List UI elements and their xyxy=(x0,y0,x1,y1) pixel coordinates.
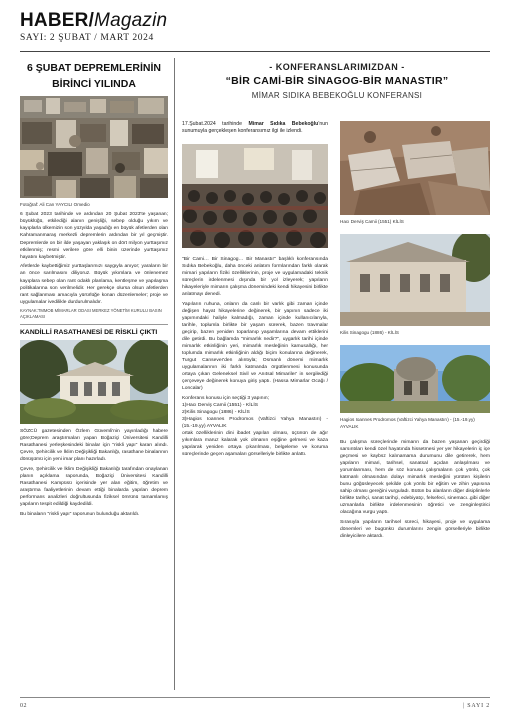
conference-intro xyxy=(182,121,328,136)
conference-paragraph: "Bir Cami… Bir Sinagog… Bir Manastır" başlıklı konferansında Sıdıka Bebekoğlu, daha önceki anlatım formlarından farklı olarak mimari yapıların fiziki özelliklerinin, proje ve uygulamadaki teknik süreçlerin irdelenmesi dışında bir yol izleyerek; yapıların hikayeleriyle mimarın çalışma dönemindeki kendi hikayesini birlikte anlatmayı denedi. xyxy=(182,256,328,298)
conference-kicker: - KONFERANSLARIMIZDAN - xyxy=(269,62,405,72)
conference-right-body xyxy=(340,439,490,540)
masthead xyxy=(20,10,220,43)
page-number: 02 xyxy=(20,703,27,709)
conference-paragraph: ortak özelliklerinin dini ibadet yapıları olması, üçünün de ağır yıkımlara maruz kalarak yok olmanın eşiğine gelmesi ve kaza yapılarak yeniden ortaya çıkarılması, belgeleme ve koruma süreçlerinde geçen aşamaları görselleriyle birlikte anlattı. xyxy=(182,430,328,458)
brand-name: HABER xyxy=(20,10,89,31)
conference-paragraph: Yapıların ruhuna, onların da canlı bir varlık gibi zaman içinde değişen hayat hikayelerine değinerek, bir yapının sadece iki yapımındaki haliyle kalmadığı, zaman içinde kullanıcılarıyla, tarihle, toplumla birlikte bir yaşam sürerek, bazen travmalar geçirip, bazen yeniden toparlanıp yaşamlarına devam ettiklerini dile getirdi. Bu bağlamda "mimarlık nedir?", uygarlık tarihi içinde mimarlık etkinliğinin yeri, mimarlık mesleğinin kamusallığı, her toplumda mimarlık etkinliğinin aldığı biçim konularına değinerek, Turgut Cansever'den alıntıyla; Osmanlı dönemi mimarlık uygulamalarının iki farklı katmanda örgütlenmesi konusunda ortaya çıkan Geleneksel Sivil ve Anıtsal Mimariler' in sergilediği çerçeveye değinerek konuya giriş yaptı. (Hassa Mimarlar Ocağı / Loncalar) xyxy=(182,301,328,392)
building-item: 2)Kilis Sinagogu (1886) - KİLİS xyxy=(182,409,250,415)
conference-paragraph: Sırasıyla yapıların tarihsel süreci, hikayesi, proje ve uygulama dönemleri ve bugünkü durumlarını zengin görselleriyle birlikte dinleyicilere aktardı. xyxy=(340,519,490,539)
haci-dervis-photo xyxy=(340,121,490,215)
kandilli-title: KANDİLLİ RASATHANESİ DE RİSKLİ ÇIKTI xyxy=(20,324,168,337)
buildings-intro: Konferans konusu için seçtiği 3 yapının; xyxy=(182,395,270,401)
conference-date: 17.Şubat.2024 xyxy=(182,121,216,127)
haci-dervis-caption: Hacı Derviş Camii (1551) KİLİS xyxy=(340,219,404,224)
intro-rest: 'nun sunumuyla gerçekleşen konferansımız ilgi ile izlendi. xyxy=(182,121,328,135)
observatory-image xyxy=(20,340,168,424)
building-item: 3)Hagios Ioannes Prodromos (Vaftizci Yahya Manastırı) - (15.-19.yy) AYVALIK xyxy=(182,416,328,429)
earthquake-aerial-photo xyxy=(20,96,168,198)
synagogue-image xyxy=(340,234,490,326)
kilis-synagogue-caption: Kilis Sinagogu (1886) - KİLİS xyxy=(340,330,399,336)
conference-header xyxy=(182,62,492,100)
kandilli-paragraph: Bu binaların "riskli yapı" raporunun bulunduğu aktarıldı. xyxy=(20,511,140,517)
ruins-stone-image xyxy=(340,121,490,215)
magazine-title xyxy=(20,10,220,32)
earthquake-body xyxy=(20,211,168,306)
kilis-synagogue-photo xyxy=(340,234,490,326)
conference-hall-photo xyxy=(182,144,328,248)
kandilli-body xyxy=(20,428,168,518)
issue-marker: | SAYI 2 xyxy=(462,703,490,709)
magazine-word: Magazin xyxy=(94,10,168,31)
conference-paragraph: Bu çalışma süreçlerinde mimarın da bazen yaşanan geçirdiği sarsıntıları kendi özel hayatında hissetmesi yer yer hikayelerin iç içe geçmesi ve kaybsz kalınamama durumunu dile getirerek, hem yapıların mimari, tarihsel, sanatsal açıdan anlaşılması ve yorumlanması, hem de söz konusu çalışmaların çok yönlü, çok katmanlı olmasından dolayı mimarlık mesleğini yürüten kişilerin bunu göğüsleyecek şekilde çok yönlü bir eğitim ve zihin yapısına sahip olması gereğini vurguladı. Bütün bu alanların diğer disiplinlerle birlikte tarihçi, sanat tarihçi, edebiyatçı, felsefeci, sinemacı..gibi diğer uzmanlarla birlikte irdelenmesinin öğretici ve zenginleştirici olacağına vurgu yaptı. xyxy=(340,439,490,516)
earthquake-paragraph: Afetlerde kaybettiğimiz yurttaşlarımızı saygıyla anıyor; yaraların bir an önce sarılmasını diliyoruz. Büyük yıkımlara ve önlenemez kayıplara sebep olan rant odaklı planlama, kentleşme ve yapılaşma politikalarına son verilmelidir. Her gerekçe olursa olsun afetlerden rant sağlanması amacıyla yürürlüğe konan düzenlemeler; proje ve uygulamalar ivedilikle durdurulmalıdır. xyxy=(20,264,168,305)
monastery-caption: Hagios Ioannes Prodromos (Vaftizci Yahya Manastırı) - (15.-19.yy) AYVALIK xyxy=(340,417,475,429)
earthquake-title-line2: BİRİNCİ YILINDA xyxy=(52,78,136,90)
kandilli-photo xyxy=(20,340,168,424)
conference-title: “BİR CAMİ-BİR SİNAGOG-BİR MANASTIR” xyxy=(225,75,449,87)
conference-body xyxy=(182,256,328,458)
earthquake-title-line1: 6 ŞUBAT DEPREMLERİNİN xyxy=(27,62,161,74)
earthquake-paragraph: 6 Şubat 2023 tarihinde ve ardından 20 Şubat 2023'te yaşanan; büyüklüğü, etkilediği alanın genişliği, sebep olduğu yıkım ve kayıplarla ülkemizin son yüzyılda yaşadığı en büyük afetlerden olan Kahramanmaraş merkezli depremlerin ardından bir yıl geçmiştir. Depremlerde on bir ilde yaşayan yaklaşık on dört milyon yurttaşımız etkilenmiş; resmi verilere göre elli binin üzerinde yurttaşımız hayatını kaybetmiştir. xyxy=(20,212,168,260)
earthquake-source-note: KAYNAK:TMMOB MİMARLAR ODASI MERKEZ YÖNETİM KURULU BASIN AÇIKLAMASI xyxy=(20,308,162,320)
earthquake-title xyxy=(20,60,168,92)
building-item: 1)Hacı Derviş Camii (1551) - KİLİS xyxy=(182,402,259,408)
speaker-name: Mimar Sıdıka Bebekoğlu xyxy=(248,121,319,127)
monastery-photo xyxy=(340,345,490,413)
audience-image xyxy=(182,144,328,248)
aerial-city-image xyxy=(20,96,168,198)
conference-right-column xyxy=(340,121,490,542)
monastery-image xyxy=(340,345,490,413)
kandilli-paragraph: SÖZCÜ gazetesinden Özlem Güvemli'nin yayınladığı habere göre;Deprem araştırmaları yapan Boğaziçi Üniversitesi Kandilli Rasathanesi yerleşkesindeki binalar için "riskli yapı" kararı alındı. Çevre, Şehircilik ve İklim Değişikliği Bakanlığı, rasathane binalarının dönüşümü için yeni imar planı hazırladı. xyxy=(20,428,168,462)
header-rule xyxy=(20,51,490,52)
footer-rule xyxy=(20,697,490,698)
issue-line: SAYI: 2 ŞUBAT / MART 2024 xyxy=(20,33,154,43)
intro-connector: tarihinde xyxy=(215,121,249,127)
left-column xyxy=(20,60,168,520)
conference-subtitle: MİMAR SIDIKA BEBEKOĞLU KONFERANSI xyxy=(251,91,423,100)
earthquake-photo-caption: Fotoğraf: Ali Can YAYCILI Omedio xyxy=(20,202,90,207)
column-divider xyxy=(174,58,175,690)
conference-middle-column xyxy=(182,121,328,461)
kandilli-paragraph: Çevre, Şehircilik ve İklim Değişikliği Bakanlığı tarafından onaylanan planın açıklama raporunda, Boğaziçi Üniversitesi Kandilli Rasathanesi Kampüsü içerisinde yer alan eğitim, öğretim ve araştırma faaliyetlerinin devam ettiği binalarda yapılan deprem performans analizleri doğrultusunda fiziksel ömrünü tamamlamış yapıların tespit edildiği kaydedildi. xyxy=(20,466,168,508)
title-slash: / xyxy=(88,10,95,31)
